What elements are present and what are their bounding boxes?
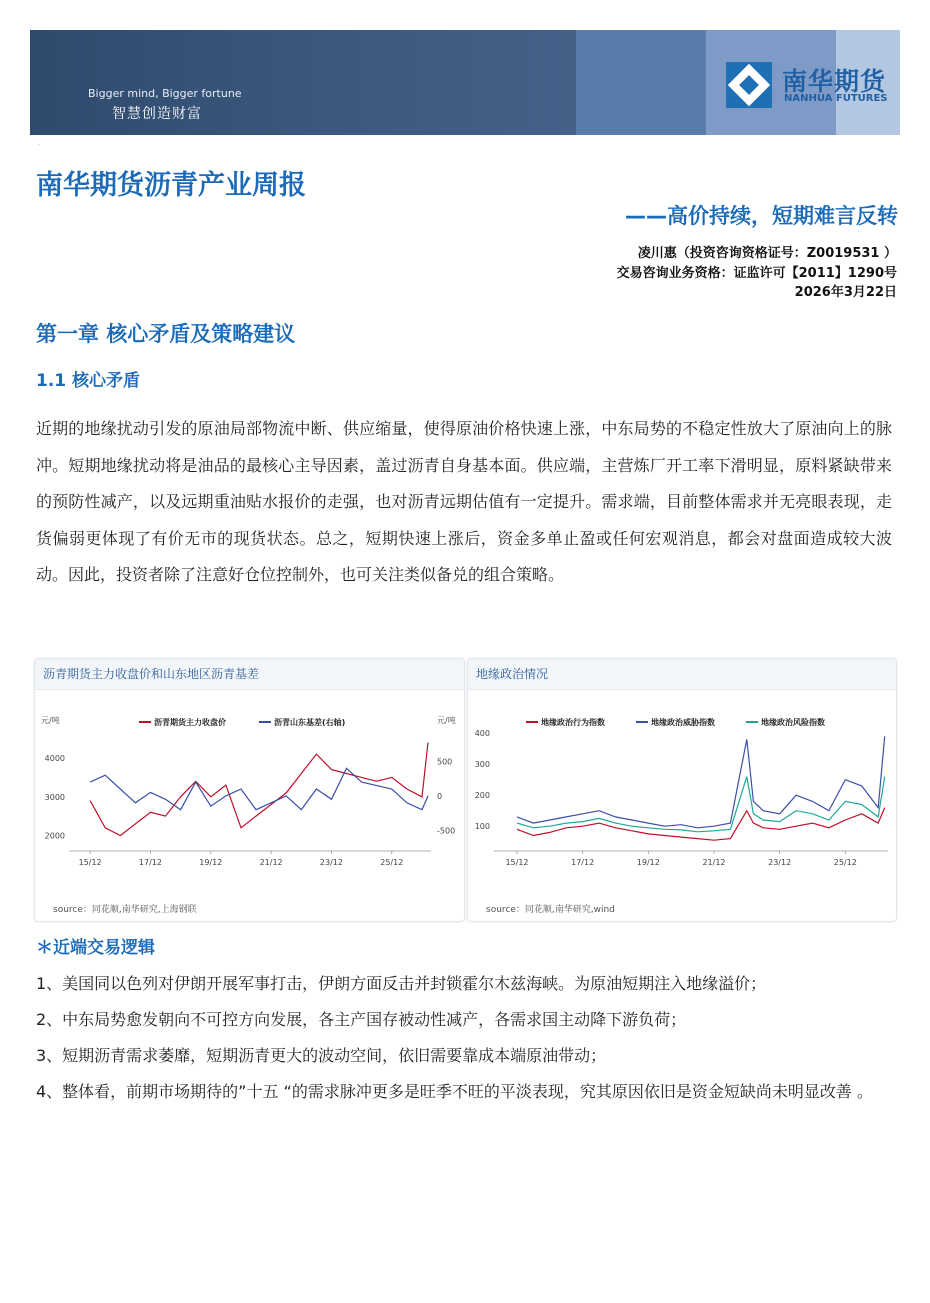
x-tick-label: 19/12 xyxy=(199,858,223,867)
legend-label: 地缘政治行为指数 xyxy=(541,718,605,727)
y-tick-label-left: 3000 xyxy=(44,792,65,802)
dot-mark: · xyxy=(38,142,40,149)
slogan-cn: 智慧创造财富 xyxy=(112,106,202,122)
x-tick-label: 17/12 xyxy=(138,858,162,867)
header-banner xyxy=(30,30,900,135)
y-tick-label: 400 xyxy=(474,729,490,739)
legend-label: 沥青山东基差(右轴) xyxy=(274,718,346,727)
x-tick-label: 21/12 xyxy=(702,858,726,867)
chart-source: source：同花顺,南华研究,上海钢联 xyxy=(53,905,197,915)
logic-list xyxy=(36,966,896,1110)
list-item: 4、整体看，前期市场期待的”十五 “的需求脉冲更多是旺季不旺的平淡表现，究其原因依旧是资金短缺尚未明显改善 。 xyxy=(36,1082,873,1101)
report-date: 2026年3月22日 xyxy=(794,285,897,300)
x-tick-label: 15/12 xyxy=(78,858,102,867)
chapter-title: 第一章 核心矛盾及策略建议 xyxy=(36,322,296,346)
list-item: 3、短期沥青需求萎靡，短期沥青更大的波动空间，依旧需要靠成本端原油带动； xyxy=(36,1046,607,1065)
series-line xyxy=(517,736,885,828)
legend-label: 地缘政治威胁指数 xyxy=(651,718,715,727)
x-tick-label: 15/12 xyxy=(505,858,529,867)
y-tick-label-right: 0 xyxy=(437,791,443,801)
y-tick-label: 100 xyxy=(474,822,490,832)
y-tick-label-right: -500 xyxy=(437,826,456,836)
list-item: 2、中东局势愈发朝向不可控方向发展，各主产国存被动性减产，各需求国主动降下游负荷； xyxy=(36,1010,687,1029)
series-line xyxy=(517,777,885,832)
y-axis-unit-left: 元/吨 xyxy=(41,716,60,725)
y-tick-label-left: 4000 xyxy=(44,754,65,763)
x-tick-label: 23/12 xyxy=(319,858,343,867)
y-tick-label-right: 500 xyxy=(437,757,453,767)
list-item: 1、美国同以色列对伊朗开展军事打击，伊朗方面反击并封锁霍尔木兹海峡。为原油短期注入地缘溢价； xyxy=(36,974,767,993)
chart-price-basis xyxy=(35,689,464,889)
chart-panel-price-basis xyxy=(34,658,465,922)
x-tick-label: 23/12 xyxy=(768,858,792,867)
x-tick-label: 21/12 xyxy=(259,858,283,867)
x-tick-label: 25/12 xyxy=(833,858,857,867)
logo-mark-icon xyxy=(726,62,772,108)
chart-title: 沥青期货主力收盘价和山东地区沥青基差 xyxy=(43,667,260,681)
y-tick-label: 300 xyxy=(474,760,490,770)
company-logo xyxy=(726,60,896,110)
logic-heading: ＊近端交易逻辑 xyxy=(36,938,155,958)
series-line xyxy=(517,808,885,841)
license-line: 交易咨询业务资格：证监许可【2011】1290号 xyxy=(616,266,897,281)
y-axis-unit-right: 元/吨 xyxy=(437,716,456,725)
x-tick-label: 25/12 xyxy=(380,858,404,867)
x-tick-label: 19/12 xyxy=(636,858,660,867)
section-title: 1.1 核心矛盾 xyxy=(36,371,141,391)
core-paragraph: 近期的地缘扰动引发的原油局部物流中断、供应缩量，使得原油价格快速上涨，中东局势的不稳定性放大了原油向上的脉冲。短期地缘扰动将是油品的最核心主导因素，盖过沥青自身基本面。供应端，主营炼厂开工率下滑明显，原料紧缺带来的预防性减产，以及远期重油贴水报价的走强，也对沥青远期估值有一定提升。需求端，目前整体需求并无亮眼表现，走货偏弱更体现了有价无市的现货状态。总之，短期快速上涨后，资金多单止盈或任何宏观消息，都会对盘面造成较大波动。因此，投资者除了注意好仓位控制外，也可关注类似备兑的组合策略。 xyxy=(36,419,892,584)
x-tick-label: 17/12 xyxy=(571,858,595,867)
author-line: 凌川惠（投资咨询资格证号：Z0019531 ） xyxy=(637,246,897,261)
y-tick-label: 200 xyxy=(474,791,490,801)
y-tick-label-left: 2000 xyxy=(44,831,65,841)
slogan-en: Bigger mind, Bigger fortune xyxy=(88,87,242,100)
series-line xyxy=(90,768,428,809)
banner-block xyxy=(576,30,706,135)
report-title: 南华期货沥青产业周报 xyxy=(36,170,306,201)
series-line xyxy=(90,743,428,836)
legend-label: 沥青期货主力收盘价 xyxy=(154,718,226,727)
report-subtitle: ——高价持续，短期难言反转 xyxy=(625,204,898,228)
chart-panel-geopolitics xyxy=(467,658,897,922)
chart-source: source：同花顺,南华研究,wind xyxy=(486,905,615,915)
logo-name-cn: 南华期货 xyxy=(782,67,887,96)
chart-geopolitics xyxy=(468,689,896,889)
logo-name-en: NANHUA FUTURES xyxy=(784,93,888,104)
legend-label: 地缘政治风险指数 xyxy=(761,718,825,727)
chart-title: 地缘政治情况 xyxy=(476,667,549,681)
